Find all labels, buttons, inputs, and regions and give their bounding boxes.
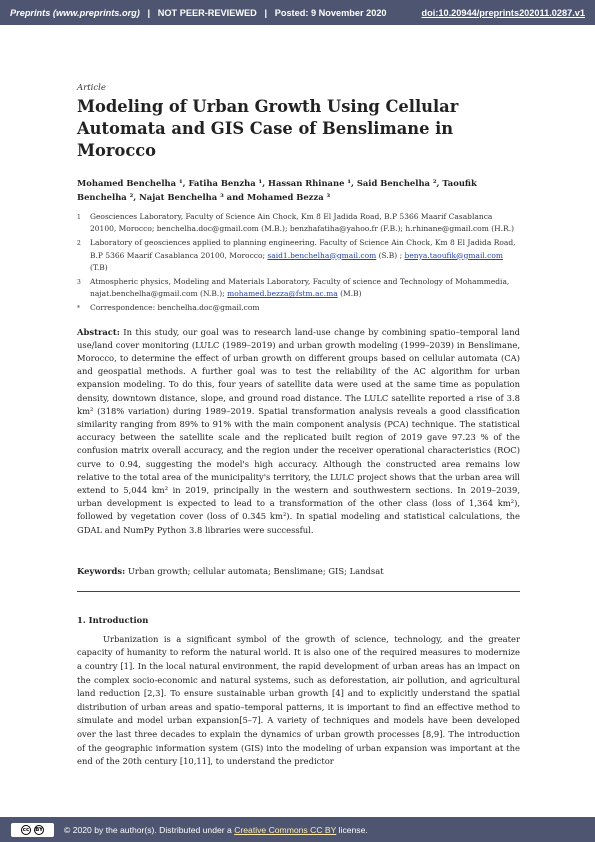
affiliation-initials: (S.B) ; [376,250,405,260]
peer-review-status: NOT PEER-REVIEWED [157,7,257,18]
license-footer-bar [0,817,595,842]
author-list: Mohamed Benchelha ¹, Fatiha Benzha ¹, Hassan Rhinane ¹, Said Benchelha ², Taoufik Benchelha ², Najat Benchelha ³ and Mohamed Bezza ³ [77,178,477,202]
email-link[interactable]: mohamed.bezza@fstm.ac.ma [227,289,338,299]
section-heading: 1. Introduction [77,614,149,625]
keywords-label: Keywords: [77,565,126,576]
abstract [77,326,520,537]
copyright-text [64,825,368,835]
affiliation-1 [77,211,520,235]
affiliation-3 [77,276,520,300]
keywords [77,565,520,578]
cc-by-badge-icon[interactable] [11,823,54,837]
article-title: Modeling of Urban Growth Using Cellular Automata and GIS Case of Benslimane in Morocco [77,97,459,160]
affiliation-number: 2 [77,240,81,248]
affiliation-number: 1 [77,214,81,221]
preprint-header-bar [0,0,595,25]
doi-link[interactable]: doi:10.20944/preprints202011.0287.v1 [421,7,585,18]
affiliation-address: Atmospheric physics, Modeling and Materials Laboratory, Faculty of science and Technology of Mohammedia, najat.benchelha@gmail.com (N.B.); [90,277,510,299]
affiliations [77,211,520,316]
affiliation-text [90,237,520,274]
article-content [77,78,520,769]
introduction-paragraph: Urbanization is a significant symbol of the growth of science, technology, and the greater capacity of humanity to reform the natural world. It is also one of the required measures to modernize a country [1]. In the local natural environment, the rapid development of urban areas has an impact on the complex socio-economic and natural systems, such as deforestation, air pollution, and agricultural land reduction [2,3]. To ensure sustainable urban growth [4] and to explicitly understand the spatial distribution of urban areas and spatio–temporal patterns, it is important to find an effective method to simulate and model urban expansion[5–7]. A variety of techniques and models have been developed over the last three decades to explain the dynamics of urban growth processes [8,9]. The introduction of the geographic information system (GIS) into the modeling of urban expansion was important at the end of the 20th century [10,11], to understand the predictor [77,633,520,767]
abstract-text: In this study, our goal was to research land-use change by combining spatio–temporal land use/land cover monitoring (LULC (1989–2019) and urban growth modeling (1999–2039) in Benslimane, Morocco, to determine the effect of urban growth on different groups based on cellular automata (CA) and geospatial methods. A further goal was to test the reliability of the AC algorithm for urban expansion modeling. To do this, four years of satellite data were used at the same time as population density, downtown distance, slope, and ground road distance. The LULC satellite reported a rise of 3.8 km² (318% variation) during 1989–2019. Spatial transformation analysis reveals a good classification similarity ranging from 89% to 91% with the main component analysis (PCA) technique. The statistical accuracy between the satellite scale and the replicated built region of 2019 gave 97.23 % of the confusion matrix overall accuracy, and the region under the receiver operational characteristics (ROC) curve to 0.94, suggesting the model's high accuracy. Although the constructed area remains low relative to the total area of the municipality's territory, the LULC project shows that the urban area will extend to 5,044 km² in 2019, principally in the western and southwestern sections. In 2019–2039, urban development is expected to lead to a transformation of the other class (loss of 1,364 km²), followed by vegetation cover (loss of 0.345 km²). In spatial modeling and statistical calculations, the GDAL and NumPy Python 3.8 libraries were successful. [77,326,520,535]
cc-icon: cc [22,826,30,833]
correspondence [77,302,520,315]
affiliation-2 [77,237,520,274]
affiliation-initials: (M.B) [337,289,362,299]
license-link[interactable]: Creative Commons CC BY [234,824,337,835]
copyright-statement: © 2020 by the author(s). Distributed under a [64,824,235,835]
by-icon: BY [35,826,43,833]
header-separator: | [147,7,151,18]
license-suffix: license. [336,824,368,835]
preprints-brand-link[interactable]: Preprints (www.preprints.org) [10,7,140,18]
posted-date: Posted: 9 November 2020 [274,7,387,18]
abstract-label: Abstract: [77,326,120,337]
keywords-text: Urban growth; cellular automata; Benslimane; GIS; Landsat [127,565,384,576]
affiliation-address: Laboratory of geosciences applied to planning engineering. Faculty of Science Ain Chock, Km 8 El Jadida Road, B.P 5366 Maarif Casablanca 20100, Morocco; [90,238,516,260]
affiliation-text [90,276,520,300]
email-link[interactable]: benya.taoufik@gmail.com [404,250,503,260]
affiliation-text: Geosciences Laboratory, Faculty of Science Ain Chock, Km 8 El Jadida Road, B.P 5366 Maarif Casablanca 20100, Morocco; benchelha.doc@gmail.com (M.B.); benzhafatiha@yahoo.fr (F.B.); h.rhinane@gmail.com (H.R.) [90,212,515,234]
article-type: Article [77,83,106,93]
divider [77,591,520,592]
affiliation-initials: (T.B) [90,262,108,272]
email-link[interactable]: said1.benchelha@gmail.com [267,250,377,260]
affiliation-number: * [77,305,80,313]
header-left [10,8,387,18]
affiliation-number: 3 [77,279,81,287]
correspondence-text: Correspondence: benchelha.doc@gmail.com [90,303,260,313]
header-separator: | [264,7,268,18]
